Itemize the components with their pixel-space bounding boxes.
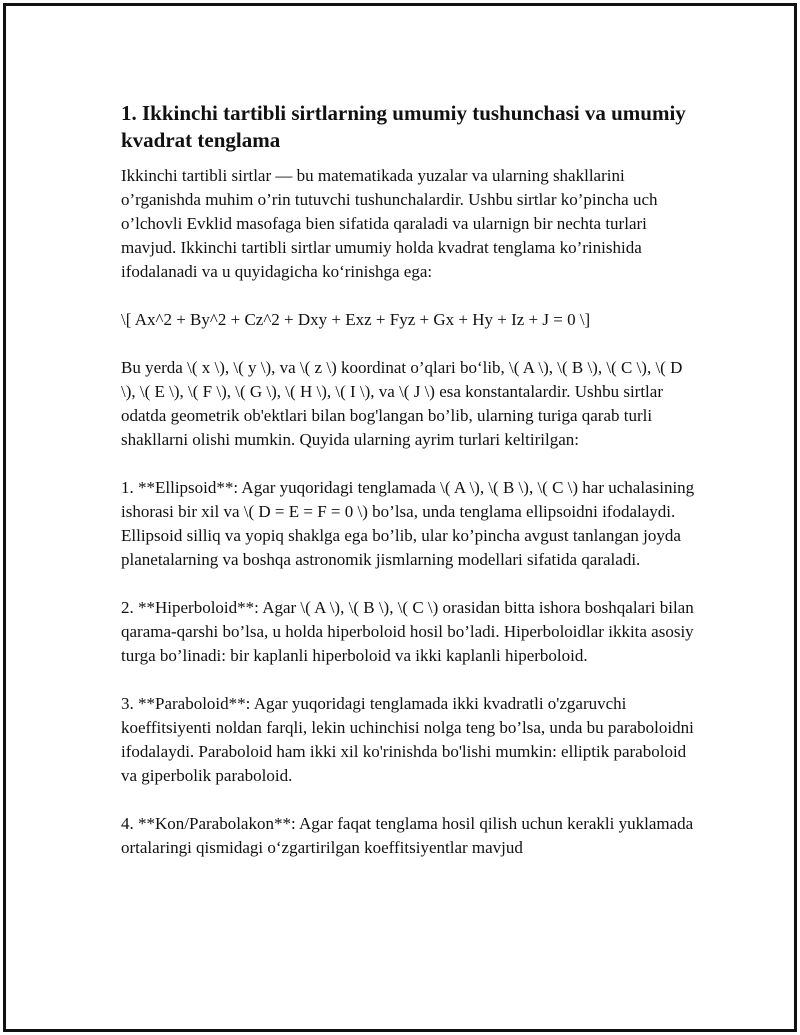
list-item-paraboloid: 3. **Paraboloid**: Agar yuqoridagi tenglamada ikki kvadratli o'zgaruvchi koeffitsiyenti noldan farqli, lekin uchinchisi nolga teng bo’lsa, unda bu paraboloidni ifodalaydi. Paraboloid ham ikki xil ko'rinishda bo'lishi mumkin: elliptik paraboloid va giperbolik paraboloid. <box>121 694 694 785</box>
section-heading: 1. Ikkinchi tartibli sirtlarning umumiy tushunchasi va umumiy kvadrat tenglama <box>121 101 686 152</box>
list-item-ellipsoid: 1. **Ellipsoid**: Agar yuqoridagi tenglamada \( A \), \( B \), \( C \) har uchalasining ishorasi bir xil va \( D = E = F = 0 \) bo’lsa, unda tenglama ellipsoidni ifodalaydi. Ellipsoid silliq va yopiq shaklga ega bo’lib, ular ko’pincha avgust tanlangan joyda planetalarning va boshqa astronomik jismlarning modellari sifatida qaraladi. <box>121 478 695 569</box>
intro-paragraph: Ikkinchi tartibli sirtlar — bu matematikada yuzalar va ularning shakllarini o’rganishda muhim o’rin tutuvchi tushunchalardir. Ushbu sirtlar ko’pincha uch o’lchovli Evklid masofaga bien sifatida qaraladi va ularnign bir nechta turlari mavjud. Ikkinchi tartibli sirtlar umumiy holda kvadrat tenglama ko’rinishida ifodalanadi va u quyidagicha ko‘rinishga ega: <box>121 166 658 281</box>
variables-paragraph: Bu yerda \( x \), \( y \), va \( z \) koordinat o’qlari bo‘lib, \( A \), \( B \), \( C \), \( D \), \( E \), \( F \), \( G \), \( H \), \( I \), va \( J \) esa konstantalardir. Ushbu sirtlar odatda geometrik ob'ektlari bilan bog'langan bo’lib, ularning turiga qarab turli shakllarni olishi mumkin. Quyida ularning ayrim turlari keltirilgan: <box>121 358 683 449</box>
list-item-hiperboloid: 2. **Hiperboloid**: Agar \( A \), \( B \), \( C \) orasidan bitta ishora boshqalari bilan qarama-qarshi bo’lsa, u holda hiperboloid hosil bo’ladi. Hiperboloidlar ikkita asosiy turga bo’linadi: bir kaplanli hiperboloid va ikki kaplanli hiperboloid. <box>121 598 694 665</box>
general-equation: \[ Ax^2 + By^2 + Cz^2 + Dxy + Exz + Fyz + Gx + Hy + Iz + J = 0 \] <box>121 310 591 329</box>
list-item-kon: 4. **Kon/Parabolakon**: Agar faqat tenglama hosil qilish uchun kerakli yuklamada ortalaringi qismidagi o‘zgartirilgan koeffitsiyentlar mavjud <box>121 814 694 857</box>
page-frame <box>3 3 797 1032</box>
document-body <box>121 100 701 884</box>
